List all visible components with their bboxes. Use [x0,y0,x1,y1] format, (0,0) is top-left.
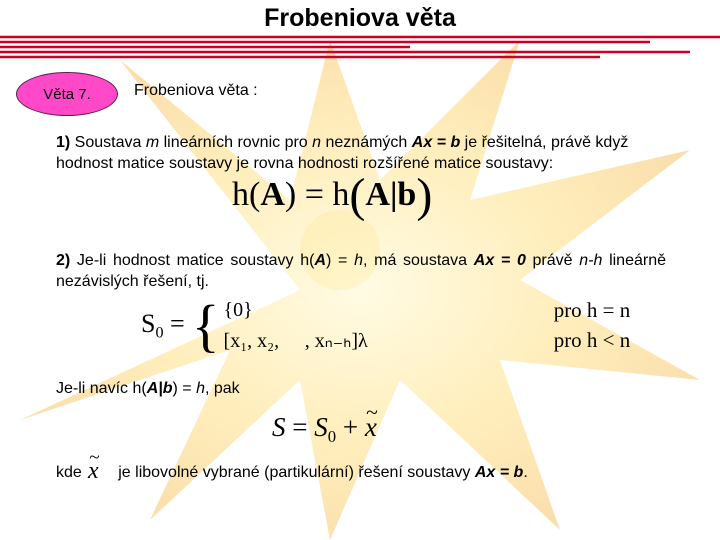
var-m: m [145,134,160,151]
case-2-condition: pro h < n [553,327,631,352]
theorem-name: Frobeniova věta : [134,82,258,99]
set-S: S [272,412,286,442]
equals-sign: = [292,412,308,442]
statement-1-number: 1) [56,134,71,151]
var-n-h: n-h [579,252,603,269]
statement-1 [56,132,666,174]
statement-1-text: je řešitelná, právě když hodnost matice soustavy je rovna hodnosti rozšířené matice soustavy: [56,134,629,172]
statement-4 [56,462,676,483]
matrix-A: A [314,252,327,269]
var-n: n [312,134,322,151]
header-rules [0,37,720,57]
var-h: h [196,380,205,397]
equals-sign: = [170,309,185,339]
set-S: S [141,309,156,339]
particular-solution-x: ~ x [88,458,99,485]
particular-solution-x: ~ x [365,412,377,443]
statement-3-text: Je-li navíc h( [56,380,147,397]
statement-4-kde: kde [56,464,82,481]
rank-h: h [332,176,350,213]
augmented-matrix: A|b [146,380,173,397]
system-equation: Ax = b [411,134,461,151]
rank-h: h [232,176,249,213]
statement-1-text: lineárních rovnic pro [159,134,313,151]
subscript-0: 0 [327,426,337,446]
statement-4-text: . [523,464,528,481]
slide-title: Frobeniova věta [264,4,456,32]
theorem-badge-label: Věta 7. [43,85,91,103]
statement-2-number: 2) [56,252,71,269]
statement-1-text: Soustava [70,134,146,151]
statement-2-text: , má soustava [362,252,474,269]
case-1-condition: pro h = n [553,297,631,322]
statement-2 [56,250,666,292]
matrix-A: A [260,176,285,213]
statement-4-text: je libovolné vybrané (partikulární) řešení soustavy [113,464,475,481]
equals-sign: = [304,176,324,213]
theorem-badge [16,72,118,116]
statement-3-text: , pak [204,380,240,397]
statement-2-text: lineárně nezávislých řešení, tj. [56,252,666,290]
case-1-value: {0} [223,298,253,321]
statement-2-text: ) = [326,252,355,269]
statement-1-text: neznámých [321,134,412,151]
var-h: h [354,252,363,269]
solution-space-layout: $S_0$ = { {0} pro h = n [x₁, x₂, ⃞ , xₙ₋ₕ]λ pro h < n [141,293,631,358]
statement-3 [56,378,656,399]
statement-2-text: právě [525,252,580,269]
homogeneous-equation: Ax = 0 [473,252,526,269]
subscript-0: 0 [155,324,164,342]
augmented-matrix: A|b [365,176,417,213]
particular-solution-symbol [88,458,99,485]
system-equation: Ax = b [474,464,524,481]
set-S0: S [314,412,328,442]
case-2-value: [x₁, x₂, ⃞ , xₙ₋ₕ]λ [223,329,368,352]
general-solution-equation [272,412,377,447]
rank-equation: h(A) = h(A|b) [232,169,433,222]
solution-space-equation [140,293,631,358]
statement-3-text: ) = [172,380,197,397]
statement-2-text: Je-li hodnost matice soustavy h( [70,252,315,269]
plus-sign: + [342,412,359,442]
